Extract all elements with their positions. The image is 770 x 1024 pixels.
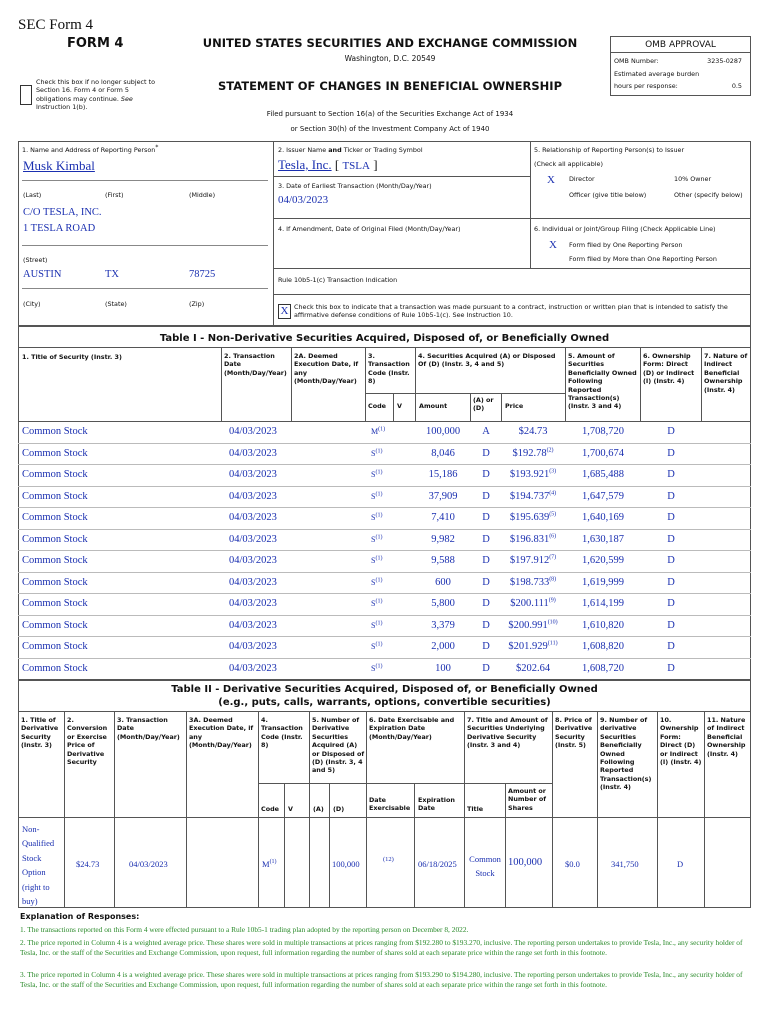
table2-title: Table II - Derivative Securities Acquired, Disposed of, or Beneficially Owned (171, 684, 598, 695)
omb-hours: 0.5 (731, 82, 742, 90)
state-label: (State) (105, 300, 127, 308)
cell-price: $200.111$^{(9)}$ (510, 597, 556, 609)
officer-label: Officer (give title below) (569, 191, 647, 199)
no-longer-subject-checkbox[interactable] (20, 85, 32, 105)
cell-title: Common Stock (22, 426, 88, 437)
cell-form: D (667, 512, 675, 523)
footnote-1: 1. The transactions reported on this Form 4 were effected pursuant to a Rule 10b5-1 trading plan adopted by the reporting person on December 8, 2022. (20, 925, 469, 934)
cell-owned: 1,608,720 (582, 662, 624, 674)
cell-price: $193.921$^{(3)}$ (509, 468, 557, 480)
t2-h2: 2. Conversion or Exercise Price of Derivative Security (67, 716, 108, 767)
t1-h5: 5. Amount of Securities Beneficially Owned Following Reported Transaction(s) (Instr. 3 and 4) (568, 352, 637, 411)
cell-price: $194.737$^{(4)}$ (509, 490, 557, 502)
one-reporting-person-mark: X (549, 239, 557, 251)
omb-number-label: OMB Number: (614, 57, 659, 65)
filed-pursuant-2: or Section 30(h) of the Investment Company Act of 1940 (290, 125, 490, 133)
cell-owned: 1,647,579 (582, 490, 624, 502)
row-divider (18, 572, 751, 573)
cell-form: D (667, 619, 675, 631)
cell-title: Common Stock (22, 512, 88, 523)
cell-code: $S^{(1)}$ (371, 533, 383, 544)
t1-h7: 7. Nature of Indirect Beneficial Ownership (Instr. 4) (704, 352, 748, 394)
t2-h3a: 3A. Deemed Execution Date, if any (Month/Day/Year) (189, 716, 254, 750)
t2-code: Code (261, 805, 279, 813)
cell-title: Common Stock (22, 469, 88, 480)
box3-label: 3. Date of Earliest Transaction (Month/Day/Year) (278, 182, 432, 190)
cell-code: $S^{(1)}$ (371, 512, 383, 522)
cell-ad: D (482, 576, 490, 588)
cell-title: Common Stock (22, 490, 88, 502)
cell-form: D (667, 490, 675, 502)
filed-pursuant-1: Filed pursuant to Section 16(a) of the Securities Exchange Act of 1934 (266, 110, 514, 118)
state: TX (105, 269, 119, 280)
t2-h1: 1. Title of Derivative Security (Instr. 3) (21, 716, 59, 750)
cell-amount: 2,000 (431, 641, 455, 652)
box5-label: 5. Relationship of Reporting Person(s) to Issuer (534, 146, 685, 154)
cell-price: $201.929$^{(11)}$ (508, 640, 558, 652)
explanation-title: Explanation of Responses: (20, 912, 140, 921)
cell-owned: 1,640,169 (582, 512, 624, 523)
cell-form: D (667, 555, 675, 566)
cell-code: $S^{(1)}$ (371, 490, 383, 501)
t2-row-exercisable: (12) (383, 856, 394, 863)
cell-date: 04/03/2023 (229, 512, 277, 523)
reporting-person-name: Musk Kimbal (23, 158, 95, 173)
t2-row-expiration: 06/18/2025 (418, 859, 457, 869)
t1-price: Price (505, 402, 524, 410)
row-divider (18, 615, 751, 616)
cell-title: Common Stock (22, 576, 88, 588)
director-label: Director (569, 175, 595, 183)
table1-title: Table I - Non-Derivative Securities Acquired, Disposed of, or Beneficially Owned (159, 333, 610, 344)
document-label: SEC Form 4 (18, 17, 94, 33)
director-mark: X (547, 174, 555, 186)
cell-owned: 1,700,674 (582, 447, 624, 459)
t2-row-date: 04/03/2023 (129, 859, 168, 869)
t2-row-underlying-amount: 100,000 (508, 857, 543, 868)
row-divider (18, 486, 751, 487)
cell-form: D (667, 641, 675, 652)
street-label: (Street) (23, 256, 48, 264)
cell-amount: 15,186 (428, 469, 458, 480)
last-label: (Last) (23, 191, 42, 199)
row-divider (18, 507, 751, 508)
t1-code: Code (368, 402, 386, 410)
row-divider (18, 593, 751, 594)
cell-title: Common Stock (22, 662, 88, 674)
cell-form: D (667, 469, 675, 480)
zip-label: (Zip) (189, 300, 205, 308)
t2-h11: 11. Nature of Indirect Beneficial Ownership (Instr. 4) (707, 716, 746, 758)
t2-row-conversion-price: $24.73 (76, 859, 100, 869)
cell-title: Common Stock (22, 619, 88, 631)
cell-price: $195.639$^{(5)}$ (509, 511, 557, 523)
t2-title: Title (467, 805, 484, 813)
cell-code: $S^{(1)}$ (371, 576, 383, 587)
cell-price: $200.991$^{(10)}$ (508, 619, 558, 631)
t2-v: V (288, 805, 293, 813)
t2-exp: Expiration Date (418, 796, 455, 813)
cell-price: $24.73 (518, 426, 548, 437)
row-divider (18, 464, 751, 465)
cell-owned: 1,620,599 (582, 555, 624, 566)
t1-h2a: 2A. Deemed Execution Date, if any (Month/Day/Year) (294, 352, 359, 386)
city: AUSTIN (23, 269, 62, 280)
cell-amount: 3,379 (431, 619, 455, 631)
row-divider (18, 529, 751, 530)
cell-ad: D (482, 619, 490, 631)
cell-owned: 1,685,488 (582, 469, 624, 480)
cell-form: D (667, 662, 675, 674)
cell-date: 04/03/2023 (229, 533, 277, 545)
issuer-line: Tesla, Inc. [ TSLA ] (278, 157, 378, 172)
cell-code: $S^{(1)}$ (371, 447, 383, 458)
t2-row-form: D (677, 859, 684, 869)
row-divider (18, 550, 751, 551)
t2-d: (D) (333, 805, 345, 813)
cell-amount: 5,800 (431, 598, 455, 609)
cell-title: Common Stock (22, 641, 88, 652)
footnote-2: 2. The price reported in Column 4 is a weighted average price. These shares were sold in multiple transactions at prices ranging from $192.280 to $193.270, inclusive. The reporting person undertakes to provide Tesla, Inc., any security holder of Tesla, Inc. or the staff of the Securities and Exchange Commission, upon request, full information regarding the number of shares sold at each separate price within the range set forth in this footnote. (20, 938, 743, 957)
city-label: (City) (23, 300, 41, 308)
rule-label: Rule 10b5-1(c) Transaction Indication (278, 276, 398, 284)
cell-ad: D (482, 662, 490, 674)
cell-form: D (667, 426, 675, 437)
cell-code: $S^{(1)}$ (371, 662, 383, 673)
cell-ad: D (482, 555, 490, 566)
t1-h6: 6. Ownership Form: Direct (D) or Indirect (I) (Instr. 4) (643, 352, 695, 386)
cell-owned: 1,619,999 (582, 576, 624, 588)
rule-checkbox[interactable]: X (278, 304, 291, 319)
cell-owned: 1,614,199 (582, 598, 624, 609)
row-divider (18, 443, 751, 444)
cell-title: Common Stock (22, 555, 88, 566)
cell-ad: D (482, 512, 490, 523)
cell-ad: D (482, 533, 490, 545)
cell-form: D (667, 533, 675, 545)
omb-burden-label: Estimated average burden (614, 70, 700, 78)
cell-amount: 600 (435, 576, 451, 588)
t1-h3: 3. Transaction Code (Instr. 8) (368, 352, 410, 386)
cell-amount: 100 (435, 662, 451, 674)
t2-row-title: Non- Qualified Stock Option (right to buy) (22, 824, 55, 907)
cell-date: 04/03/2023 (229, 555, 277, 566)
zip: 78725 (189, 269, 216, 280)
cell-date: 04/03/2023 (229, 619, 277, 631)
t1-amount: Amount (419, 402, 448, 410)
cell-amount: 100,000 (425, 426, 461, 437)
t1-h4: 4. Securities Acquired (A) or Disposed Of (D) (Instr. 3, 4 and 5) (418, 352, 556, 369)
address-line-1: C/O TESLA, INC. (23, 207, 102, 218)
cell-date: 04/03/2023 (229, 641, 277, 652)
table2 (18, 680, 751, 908)
cell-ad: D (482, 469, 490, 480)
rule-text: Check this box to indicate that a transaction was made pursuant to a contract, instruction or written plan that is intended to satisfy the affirmative defense conditions of Rule 10b5-1(c). See Instruction 10. (294, 303, 728, 320)
first-label: (First) (105, 191, 124, 199)
cell-owned: 1,630,187 (582, 533, 624, 545)
cell-code: $S^{(1)}$ (371, 619, 383, 630)
cell-ad: D (482, 490, 490, 502)
cell-price: $196.831$^{(6)}$ (509, 533, 557, 545)
cell-date: 04/03/2023 (229, 447, 277, 459)
t2-row-derivative-price: $0.0 (565, 859, 580, 869)
box5-sub: (Check all applicable) (534, 160, 603, 168)
t2-row-disposed: 100,000 (332, 859, 360, 869)
t2-h7: 7. Title and Amount of Securities Underlying Derivative Security (Instr. 3 and 4) (467, 716, 548, 750)
reporting-info-grid (18, 141, 751, 326)
form-title: FORM 4 (67, 36, 124, 51)
middle-label: (Middle) (189, 191, 216, 199)
address-line-2: 1 TESLA ROAD (23, 223, 96, 234)
no-longer-subject-note: Check this box if no longer subject to Section 16. Form 4 or Form 5 obligations may continue. See Instruction 1(b). (36, 78, 156, 112)
earliest-transaction-date: 04/03/2023 (278, 194, 329, 206)
cell-code: $M^{(1)}$ (371, 426, 386, 436)
cell-date: 04/03/2023 (229, 490, 277, 502)
cell-form: D (667, 447, 675, 459)
cell-date: 04/03/2023 (229, 662, 277, 674)
t1-aord: (A) or (D) (473, 396, 494, 413)
t1-v: V (397, 402, 402, 410)
cell-ad: D (482, 641, 490, 652)
cell-amount: 9,588 (431, 555, 455, 566)
row-divider (18, 636, 751, 637)
cell-ad: D (482, 598, 490, 609)
box1-label: 1. Name and Address of Reporting Person* (22, 143, 159, 154)
ticker-symbol: TSLA (342, 160, 370, 172)
cell-amount: 37,909 (428, 490, 458, 502)
cell-date: 04/03/2023 (229, 576, 277, 588)
omb-title: OMB APPROVAL (611, 37, 750, 53)
cell-amount: 9,982 (431, 533, 455, 545)
t2-h4: 4. Transaction Code (Instr. 8) (261, 716, 303, 750)
cell-ad: A (482, 426, 490, 437)
cell-ad: D (482, 447, 490, 459)
t1-h2: 2. Transaction Date (Month/Day/Year) (224, 352, 287, 377)
cell-title: Common Stock (22, 447, 88, 459)
t1-h1: 1. Title of Security (Instr. 3) (22, 353, 122, 361)
cell-price: $198.733$^{(8)}$ (509, 576, 557, 588)
cell-price: $197.912$^{(7)}$ (509, 554, 557, 566)
cell-form: D (667, 598, 675, 609)
cell-amount: 8,046 (431, 447, 455, 459)
cell-title: Common Stock (22, 598, 88, 609)
commission-address: Washington, D.C. 20549 (344, 54, 436, 63)
omb-hours-label: hours per response: (614, 82, 678, 90)
t2-h5: 5. Number of Derivative Securities Acquired (A) or Disposed of (D) (Instr. 3, 4 and 5) (312, 716, 365, 775)
cell-title: Common Stock (22, 533, 88, 545)
cell-owned: 1,608,820 (582, 641, 624, 652)
box6-label: 6. Individual or Joint/Group Filing (Check Applicable Line) (534, 225, 716, 233)
cell-amount: 7,410 (431, 512, 455, 523)
t2-a: (A) (313, 805, 324, 813)
t2-h8: 8. Price of Derivative Security (Instr. 5) (555, 716, 593, 750)
cell-form: D (667, 576, 675, 588)
cell-date: 04/03/2023 (229, 469, 277, 480)
more-reporting-person-label: Form filed by More than One Reporting Person (569, 255, 717, 263)
t2-date-ex: Date Exercisable (369, 796, 411, 813)
cell-owned: 1,610,820 (582, 619, 624, 631)
cell-price: $192.78$^{(2)}$ (512, 447, 554, 459)
cell-code: $S^{(1)}$ (371, 469, 383, 479)
omb-number: 3235-0287 (707, 57, 742, 65)
cell-owned: 1,708,720 (582, 426, 624, 437)
box2-label: 2. Issuer Name and Ticker or Trading Symbol (278, 146, 423, 154)
t2-h6: 6. Date Exercisable and Expiration Date (Month/Day/Year) (369, 716, 455, 741)
t2-h9: 9. Number of derivative Securities Beneficially Owned Following Reported Transaction(s) (Instr. 4) (600, 716, 652, 792)
row-divider (18, 658, 751, 659)
statement-title: STATEMENT OF CHANGES IN BENEFICIAL OWNERSHIP (217, 79, 563, 93)
cell-code: $S^{(1)}$ (371, 598, 383, 608)
cell-date: 04/03/2023 (229, 426, 277, 437)
one-reporting-person-label: Form filed by One Reporting Person (569, 241, 683, 249)
cell-price: $202.64 (515, 662, 551, 674)
t2-h3: 3. Transaction Date (Month/Day/Year) (117, 716, 180, 741)
issuer-name: Tesla, Inc. (278, 157, 332, 172)
t2-amount-shares: Amount or Number of Shares (508, 787, 547, 812)
table2-subtitle: (e.g., puts, calls, warrants, options, convertible securities) (218, 697, 551, 708)
footnote-3: 3. The price reported in Column 4 is a weighted average price. These shares were sold in multiple transactions at prices ranging from $193.290 to $194.280, inclusive. The reporting person undertakes to provide Tesla, Inc., any security holder of Tesla, Inc. or the staff of the Securities and Exchange Commission, upon request, full information regarding the number of shares sold at each separate price within the range set forth in this footnote. (20, 970, 743, 989)
t2-row-owned: 341,750 (611, 859, 639, 869)
cell-date: 04/03/2023 (229, 598, 277, 609)
t2-h10: 10. Ownership Form: Direct (D) or Indirect (I) (Instr. 4) (660, 716, 702, 767)
t2-row-code: $M^{(1)}$ (262, 859, 277, 869)
omb-approval-box (610, 36, 751, 96)
ten-percent-owner-label: 10% Owner (674, 175, 712, 183)
t2-row-underlying-title: Common Stock (469, 854, 501, 878)
commission-title: UNITED STATES SECURITIES AND EXCHANGE COMMISSION (202, 36, 578, 50)
box4-label: 4. If Amendment, Date of Original Filed (Month/Day/Year) (278, 225, 461, 233)
other-label: Other (specify below) (674, 191, 743, 199)
cell-code: $S^{(1)}$ (371, 641, 383, 651)
cell-code: $S^{(1)}$ (371, 555, 383, 565)
